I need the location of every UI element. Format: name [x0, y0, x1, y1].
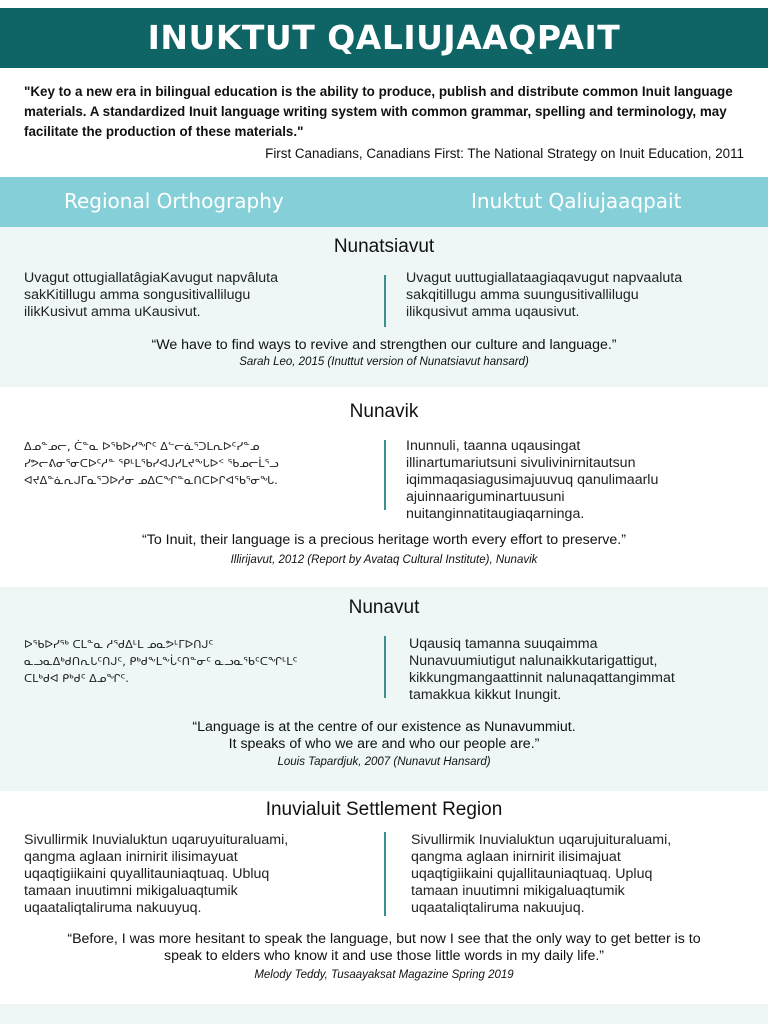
standard-orthography-text: Inunnuli, taanna uqausingat illinartumariutsuni sivulivinirnitautsun iqimmaqasiagusimajuuvuq qanulimaarlu ajuinnaariguminartuusuni nuitanginnatitaugiaqarninga.: [406, 438, 659, 522]
regional-orthography-text: Sivullirmik Inuvialuktun uqaruyuituraluami, qangma aglaan inirnirit ilisimayuat uqaqtigiikaini quyallitauniaqtuaq. Ubluq tamaan inuutimni mikigaluaqtumik uqaataliqtaliruma nakuuyuq.: [24, 832, 289, 916]
quote-attribution: Louis Tapardjuk, 2007 (Nunavut Hansard): [277, 756, 491, 768]
section-nunatsiavut: [0, 227, 768, 387]
standard-orthography-text: Uvagut uuttugiallataagiaqavugut napvaaluta sakqitillugu amma suungusitivallilugu ilikqusivut amma uqausivut.: [406, 270, 683, 320]
section-quote: “Language is at the centre of our existence as Nunavummiut. It speaks of who we are and who our people are.”: [192, 719, 576, 752]
standard-orthography-text: Uqausiq tamanna suuqaimma Nunavuumiutigut nalunaikkutarigattigut, kikkungmangaattinnit nalunaqattangimmat tamakkua kikkut Inungit.: [409, 636, 675, 703]
section-nunavut: [0, 587, 768, 791]
column-header-band: [0, 177, 768, 227]
column-header-regional: Regional Orthography: [64, 189, 284, 213]
intro-block: [24, 82, 744, 161]
section-quote: “We have to find ways to revive and strengthen our culture and language.”: [151, 337, 617, 353]
quote-attribution: Melody Teddy, Tusaayaksat Magazine Spring 2019: [254, 969, 514, 981]
page-title: INUKTUT QALIUJAAQPAIT: [0, 8, 768, 68]
regional-orthography-text: ᐅᖃᐅᓯᖅ ᑕᒪᓐᓇ ᓱᖁᐃᒻᒪ ᓄᓇᕗᒻᒥᐅᑎᒍᑦ ᓇᓗᓇᐃᒃᑯᑎᕆᒐᑦᑎᒍᑦ, ᑭᒃᑯᖕᒪᖕᒑᑦᑎᓐᓂᑦ ᓇᓗᓇᖃᑦᑕᖏᒻᒪᑦ ᑕᒪᒃᑯᐊ ᑭᒃᑯᑦ ᐃᓄᖏᑦ.: [24, 638, 298, 685]
section-title: Nunavik: [349, 401, 419, 422]
section-inuvialuit: [0, 791, 768, 1004]
standard-orthography-text: Sivullirmik Inuvialuktun uqarujuituraluami, qangma aglaan inirnirit ilisimajuat uqaqtigiikaini qujallitauniaqtuaq. Upluq tamaan inuutimni mikigaluaqtumik uqaataliqtaliruma nakuujuq.: [411, 832, 672, 916]
quote-attribution: Sarah Leo, 2015 (Inuttut version of Nunatsiavut hansard): [239, 356, 529, 368]
intro-source: First Canadians, Canadians First: The National Strategy on Inuit Education, 2011: [265, 146, 744, 161]
column-divider: [384, 440, 386, 510]
footer-band: [0, 1004, 768, 1024]
section-title: Inuvialuit Settlement Region: [265, 799, 503, 820]
column-header-standard: Inuktut Qaliujaaqpait: [471, 189, 682, 213]
column-divider: [384, 275, 386, 327]
regional-orthography-text: ᐃᓄᓐᓄᓕ, ᑖᓐᓇ ᐅᖃᐅᓯᖏᑦ ᐃᓪᓕᓈᕐᑐᒪᕆᐅᑦᓯᓐᓄ ᓯᕗᓕᕕᓂᕐᓂᑕᐅᑦᓱᓐ ᕿᒻᒪᖃᓯᐊᒍᓯᒪᔪᖕᒐᐅᑉ ᖃᓄᓕᒫᕐᓗ ᐊᔪᐃᓐᓈᕆᒍᒥᓇᕐᑐᐅᓱᓂ ᓄᐃᑕᖏᓐᓇᑎᑕᐅᒋᐊᖃᕐᓂᖓ.: [24, 440, 279, 487]
section-quote: “Before, I was more hesitant to speak the language, but now I see that the only way to get better is to speak to elders who know it and use those little words in my daily life.”: [67, 931, 701, 964]
column-divider: [384, 832, 386, 916]
column-divider: [384, 636, 386, 698]
section-quote: “To Inuit, their language is a precious heritage worth every effort to preserve.”: [142, 532, 626, 548]
section-nunavik: [0, 387, 768, 587]
regional-orthography-text: Uvagut ottugiallatâgiaKavugut napvâluta sakKitillugu amma songusitivallilugu ilikKusivut amma uKausivut.: [24, 270, 278, 320]
section-title: Nunatsiavut: [333, 236, 435, 257]
top-margin: [0, 0, 768, 8]
intro-quote: "Key to a new era in bilingual education is the ability to produce, publish and distribute common Inuit language materials. A standardized Inuit language writing system with common grammar, spelling and terminology, may facilitate the production of these materials.": [24, 84, 733, 139]
quote-attribution: Illirijavut, 2012 (Report by Avataq Cultural Institute), Nunavik: [230, 554, 538, 566]
section-title: Nunavut: [348, 597, 420, 618]
